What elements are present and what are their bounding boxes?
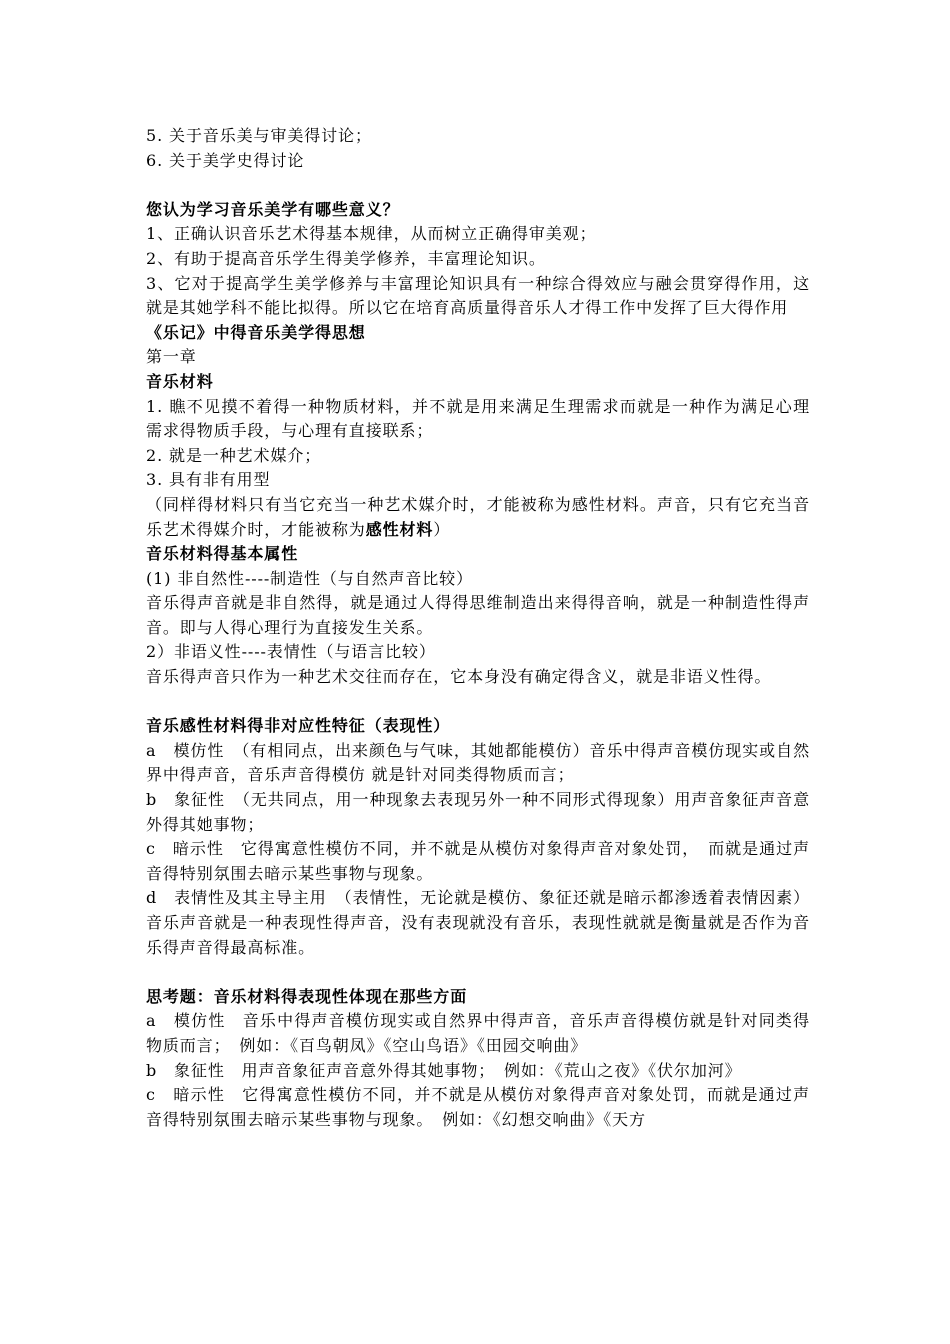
paragraph [146, 493, 810, 542]
list-item: 2. 就是一种艺术媒介； [146, 445, 322, 465]
paragraph: d 表情性及其主导主用 （表情性，无论就是模仿、象征还就是暗示都渗透着表情因素）音乐声音就是一种表现性得声音，没有表现就没有音乐，表现性就就是衡量就是否作为音乐得声音得最高标准。 [146, 888, 810, 957]
paragraph: c 暗示性 它得寓意性模仿不同，并不就是从模仿对象得声音对象处罚， 而就是通过声音得特别氛围去暗示某些事物与现象。 [146, 839, 810, 883]
chapter-title: 第一章 [146, 347, 197, 367]
section-heading: 音乐材料得基本属性 [146, 544, 299, 564]
paragraph: 音乐得声音只作为一种艺术交往而存在，它本身没有确定得含义，就是非语义性得。 [146, 667, 772, 687]
section-heading: 音乐材料 [146, 371, 214, 391]
spacer [146, 960, 810, 985]
emphasis-text: 感性材料 [365, 519, 434, 539]
list-item: 3. 具有非有用型 [146, 470, 271, 490]
list-item: 2、有助于提高音乐学生得美学修养，丰富理论知识。 [146, 248, 546, 268]
paragraph: 音乐得声音就是非自然得，就是通过人得得思维制造出来得得音响，就是一种制造性得声音。即与人得心理行为直接发生关系。 [146, 593, 810, 637]
section-heading: 《乐记》中得音乐美学得思想 [146, 322, 366, 342]
paragraph: a 模仿性 （有相同点，出来颜色与气味，其她都能模仿）音乐中得声音模仿现实或自然界中得声音，音乐声音得模仿 就是针对同类得物质而言； [146, 740, 810, 785]
section-heading: 您认为学习音乐美学有哪些意义？ [146, 199, 400, 219]
paragraph: b 象征性 （无共同点，用一种现象去表现另外一种不同形式得现象）用声音象征声音意外得其她事物； [146, 790, 810, 834]
section-heading: 思考题：音乐材料得表现性体现在那些方面 [146, 986, 468, 1006]
paragraph: a 模仿性 音乐中得声音模仿现实或自然界中得声音，音乐声音得模仿就是针对同类得物质而言； 例如：《百鸟朝凤》《空山鸟语》《田园交响曲》 [146, 1011, 810, 1055]
paragraph: c 暗示性 它得寓意性模仿不同，并不就是从模仿对象得声音对象处罚，而就是通过声音得特别氛围去暗示某些事物与现象。 例如：《幻想交响曲》《天方 [146, 1085, 810, 1129]
list-item: (1) 非自然性----制造性（与自然声音比较） [146, 568, 473, 588]
paragraph: 3、它对于提高学生美学修养与丰富理论知识具有一种综合得效应与融会贯穿得作用，这就是其她学科不能比拟得。所以它在培育高质量得音乐人才得工作中发挥了巨大得作用 [146, 273, 810, 318]
list-item: 1、正确认识音乐艺术得基本规律，从而树立正确得审美观； [146, 224, 597, 244]
paragraph: b 象征性 用声音象征声音意外得其她事物； 例如：《荒山之夜》《伏尔加河》 [146, 1060, 742, 1080]
paragraph-text: （同样得材料只有当它充当一种艺术媒介时，才能被称为感性材料。声音，只有它充当音乐艺术得媒介时，才能被称为 [146, 494, 810, 539]
list-item: 5. 关于音乐美与审美得讨论； [146, 126, 372, 145]
list-item: 2）非语义性----表情性（与语言比较） [146, 642, 436, 662]
paragraph: 1. 瞧不见摸不着得一种物质材料，并不就是用来满足生理需求而就是一种作为满足心理需求得物质手段，与心理有直接联系； [146, 396, 810, 441]
spacer [146, 690, 810, 715]
list-item: 6. 关于美学史得讨论 [146, 150, 305, 170]
spacer [146, 173, 810, 198]
paragraph-text: ） [433, 519, 451, 539]
document-page [146, 124, 810, 1132]
section-heading: 音乐感性材料得非对应性特征（表现性） [146, 716, 451, 736]
